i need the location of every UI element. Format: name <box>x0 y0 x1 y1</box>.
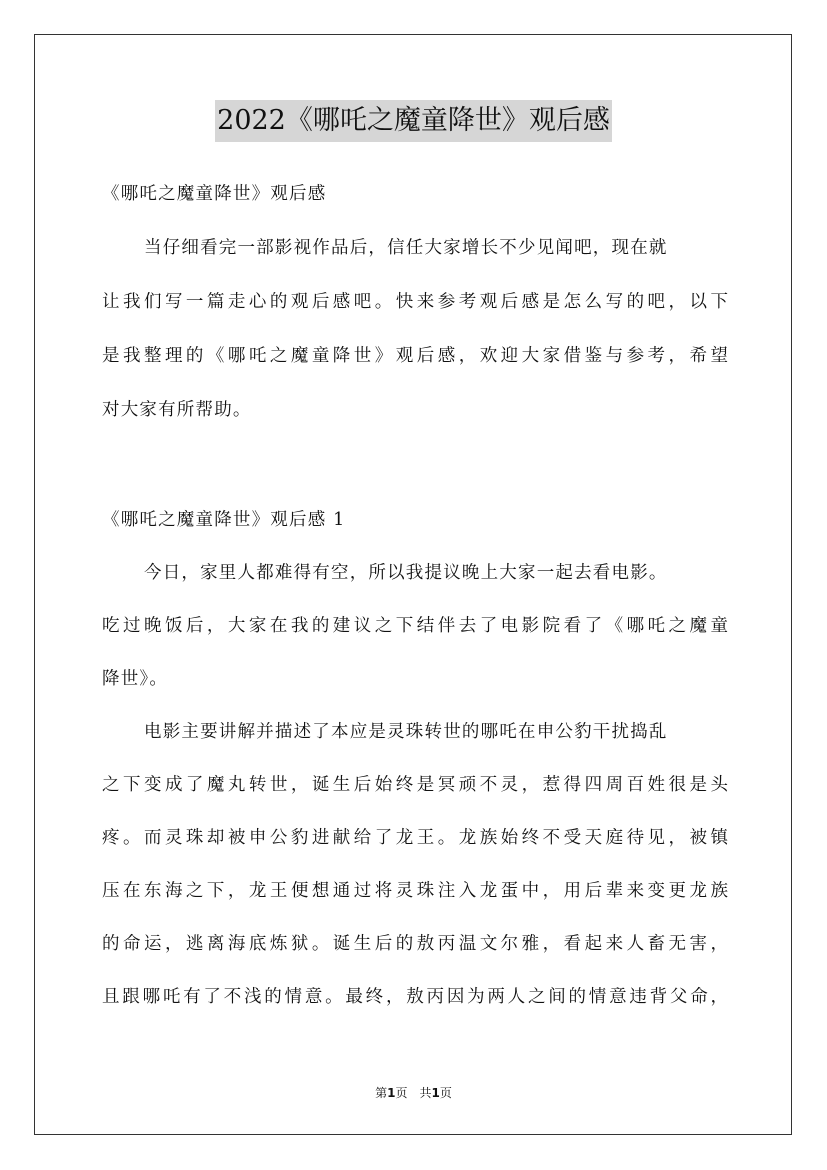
paragraph-line: 且跟哪吒有了不浅的情意。最终，敖丙因为两人之间的情意违背父命， <box>102 987 728 1007</box>
paragraph-line: 当仔细看完一部影视作品后，信任大家增长不少见闻吧，现在就 <box>144 238 668 258</box>
paragraph-line: 降世》。 <box>102 669 169 689</box>
page-prefix: 第 <box>375 1086 388 1100</box>
paragraph-line: 让我们写一篇走心的观后感吧。快来参考观后感是怎么写的吧，以下 <box>102 292 728 312</box>
paragraph-line: 吃过晚饭后，大家在我的建议之下结伴去了电影院看了《哪吒之魔童 <box>102 616 728 636</box>
page-total: 1 <box>431 1086 440 1100</box>
paragraph-line: 疼。而灵珠却被申公豹进献给了龙王。龙族始终不受天庭待见，被镇 <box>102 828 728 848</box>
document-title: 2022《哪吒之魔童降世》观后感 <box>215 100 612 142</box>
page-suffix: 页 <box>439 1086 452 1100</box>
paragraph-line: 的命运，逃离海底炼狱。诞生后的敖丙温文尔雅，看起来人畜无害， <box>102 934 728 954</box>
paragraph-line: 之下变成了魔丸转世，诞生后始终是冥顽不灵，惹得四周百姓很是头 <box>102 775 728 795</box>
paragraph-line: 是我整理的《哪吒之魔童降世》观后感，欢迎大家借鉴与参考，希望 <box>102 346 728 366</box>
page-number: 1 <box>387 1086 396 1100</box>
paragraph-line: 电影主要讲解并描述了本应是灵珠转世的哪吒在申公豹干扰捣乱 <box>144 722 668 742</box>
paragraph-line: 今日，家里人都难得有空，所以我提议晚上大家一起去看电影。 <box>144 563 668 583</box>
page-mid: 页 共 <box>395 1086 432 1100</box>
title-wrap <box>0 100 827 142</box>
section-heading: 《哪吒之魔童降世》观后感 1 <box>102 510 346 530</box>
subtitle-heading: 《哪吒之魔童降世》观后感 <box>102 184 327 204</box>
paragraph-line: 压在东海之下，龙王便想通过将灵珠注入龙蛋中，用后辈来变更龙族 <box>102 881 728 901</box>
document-body <box>102 174 728 1017</box>
page-footer <box>0 1084 827 1101</box>
paragraph-line: 对大家有所帮助。 <box>102 400 252 420</box>
